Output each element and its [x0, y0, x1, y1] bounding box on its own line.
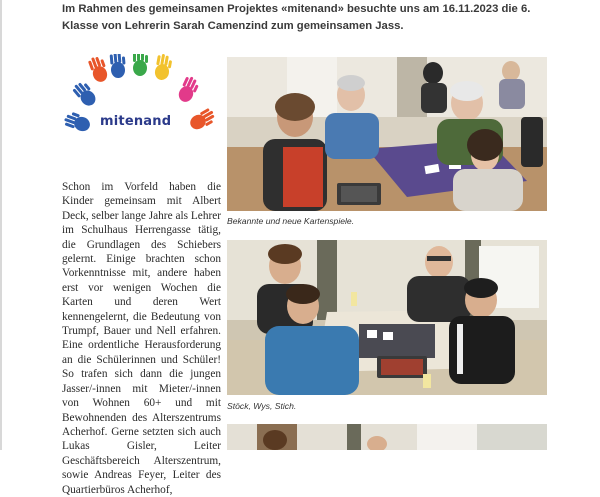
article-body: [62, 180, 221, 497]
photo-card-game-3: [227, 424, 547, 450]
photo-card-game-1: [227, 57, 547, 211]
page-border: [0, 0, 2, 450]
photo-caption-1: Bekannte und neue Kartenspiele.: [227, 216, 355, 226]
logo-wordmark: mitenand: [100, 114, 172, 129]
photo-card-game-2: [227, 240, 547, 395]
intro-paragraph: Im Rahmen des gemeinsamen Projektes «mitenand» besuchte uns am 16.11.2023 die 6. Klasse von Lehrerin Sarah Camenzind zum gemeinsamen Jass.: [62, 3, 531, 32]
photo-caption-2: Stöck, Wys, Stich.: [227, 401, 297, 411]
body-paragraph: Schon im Vorfeld haben die Kinder gemeinsam mit Albert Deck, selber lange Jahre als Lehrer im Schulhaus Herrengasse tätig, die Grundlagen des Schiebers gelernt. Einige brachten schon Vorkenntnisse mit, andere haben erst vor wenigen Wochen die Karten und deren Wert kennengelernt, die Bedeutung von Trumpf, Bauer und Nell erfahren. Eine ordentliche Herausforderung an die Schülerinnen und Schüler! So trafen sich dann die jungen Jasser/-innen mit Mieter/-innen von Wohnen 60+ und mit Bewohnenden des Alterszentrums Acherhof. Gerne setzten sich auch Lukas Gisler, Leiter Geschäftsbereich Alterszentrum, sowie Andreas Feyer, Leiter des Quartierbüros Acherhof,: [62, 181, 221, 496]
